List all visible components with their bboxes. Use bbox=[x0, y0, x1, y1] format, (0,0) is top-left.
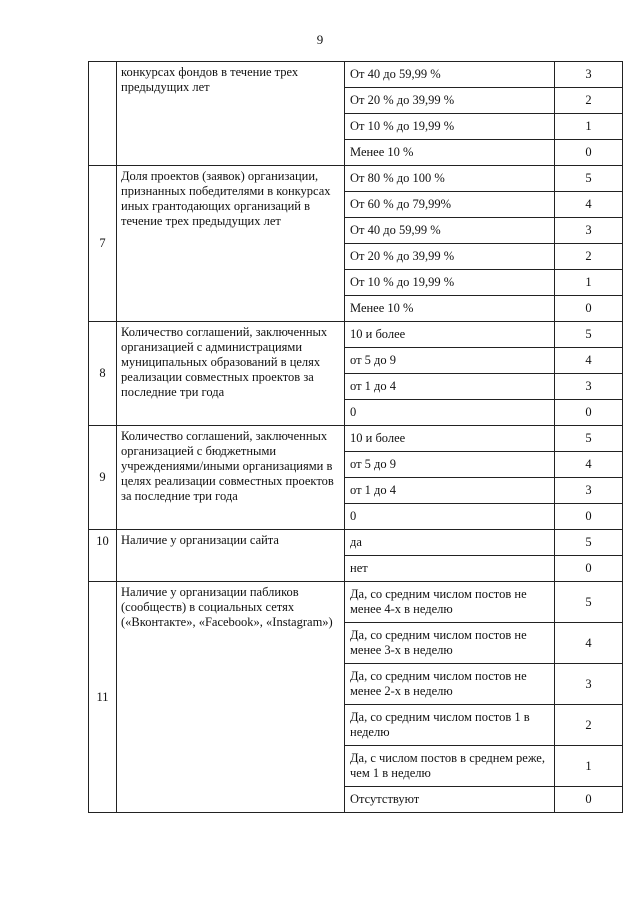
criterion-number: 8 bbox=[89, 322, 117, 426]
table-row bbox=[89, 62, 623, 88]
criterion-description: Наличие у организации сайта bbox=[117, 530, 345, 582]
criterion-description: Наличие у организации пабликов (сообществ) в социальных сетях («Вконтакте», «Facebook», «Instagram») bbox=[117, 582, 345, 813]
option-score: 1 bbox=[555, 114, 623, 140]
option-score: 1 bbox=[555, 270, 623, 296]
option-score: 5 bbox=[555, 426, 623, 452]
option-score: 0 bbox=[555, 400, 623, 426]
option-score: 3 bbox=[555, 664, 623, 705]
option-score: 5 bbox=[555, 582, 623, 623]
criterion-description: конкурсах фондов в течение трех предыдущих лет bbox=[117, 62, 345, 166]
option-score: 4 bbox=[555, 452, 623, 478]
option-score: 0 bbox=[555, 296, 623, 322]
option-score: 3 bbox=[555, 218, 623, 244]
criterion-option: Да, со средним числом постов не менее 4-х в неделю bbox=[345, 582, 555, 623]
option-score: 0 bbox=[555, 140, 623, 166]
criterion-option: От 10 % до 19,99 % bbox=[345, 114, 555, 140]
option-score: 4 bbox=[555, 348, 623, 374]
option-score: 2 bbox=[555, 88, 623, 114]
criterion-option: от 1 до 4 bbox=[345, 478, 555, 504]
criterion-option: Да, со средним числом постов не менее 3-х в неделю bbox=[345, 623, 555, 664]
option-score: 3 bbox=[555, 478, 623, 504]
criterion-option: От 60 % до 79,99% bbox=[345, 192, 555, 218]
criterion-option: От 20 % до 39,99 % bbox=[345, 88, 555, 114]
criterion-option: Да, со средним числом постов не менее 2-х в неделю bbox=[345, 664, 555, 705]
table-row bbox=[89, 426, 623, 452]
criterion-option: От 40 до 59,99 % bbox=[345, 218, 555, 244]
criterion-number: 9 bbox=[89, 426, 117, 530]
option-score: 3 bbox=[555, 374, 623, 400]
option-score: 1 bbox=[555, 746, 623, 787]
criterion-option: От 40 до 59,99 % bbox=[345, 62, 555, 88]
criterion-number: 10 bbox=[89, 530, 117, 582]
criterion-option: 10 и более bbox=[345, 426, 555, 452]
table-row bbox=[89, 582, 623, 623]
criterion-option: Да, с числом постов в среднем реже, чем 1 в неделю bbox=[345, 746, 555, 787]
option-score: 0 bbox=[555, 556, 623, 582]
option-score: 2 bbox=[555, 705, 623, 746]
page-number: 9 bbox=[316, 32, 324, 47]
criterion-option: Да, со средним числом постов 1 в неделю bbox=[345, 705, 555, 746]
criterion-description: Количество соглашений, заключенных организацией с администрациями муниципальных образований в целях реализации совместных проектов за последние три года bbox=[117, 322, 345, 426]
criterion-option: От 80 % до 100 % bbox=[345, 166, 555, 192]
criterion-number bbox=[89, 62, 117, 166]
criterion-option: 0 bbox=[345, 504, 555, 530]
criterion-option: нет bbox=[345, 556, 555, 582]
criterion-option: От 20 % до 39,99 % bbox=[345, 244, 555, 270]
criterion-option: Менее 10 % bbox=[345, 140, 555, 166]
option-score: 4 bbox=[555, 192, 623, 218]
criterion-option: Менее 10 % bbox=[345, 296, 555, 322]
criterion-option: от 1 до 4 bbox=[345, 374, 555, 400]
criterion-description: Количество соглашений, заключенных организацией с бюджетными учреждениями/иными организациями в целях реализации совместных проектов за последние три года bbox=[117, 426, 345, 530]
criteria-table bbox=[88, 61, 623, 813]
option-score: 3 bbox=[555, 62, 623, 88]
criterion-option: от 5 до 9 bbox=[345, 348, 555, 374]
option-score: 5 bbox=[555, 322, 623, 348]
criterion-number: 11 bbox=[89, 582, 117, 813]
criterion-option: Отсутствуют bbox=[345, 787, 555, 813]
criterion-option: 10 и более bbox=[345, 322, 555, 348]
criterion-option: От 10 % до 19,99 % bbox=[345, 270, 555, 296]
option-score: 5 bbox=[555, 530, 623, 556]
criterion-option: да bbox=[345, 530, 555, 556]
criterion-description: Доля проектов (заявок) организации, признанных победителями в конкурсах иных грантодающих организаций в течение трех предыдущих лет bbox=[117, 166, 345, 322]
criterion-option: от 5 до 9 bbox=[345, 452, 555, 478]
option-score: 5 bbox=[555, 166, 623, 192]
table-row bbox=[89, 166, 623, 192]
table-row bbox=[89, 322, 623, 348]
option-score: 2 bbox=[555, 244, 623, 270]
table-row bbox=[89, 530, 623, 556]
criterion-number: 7 bbox=[89, 166, 117, 322]
option-score: 0 bbox=[555, 504, 623, 530]
option-score: 0 bbox=[555, 787, 623, 813]
option-score: 4 bbox=[555, 623, 623, 664]
criterion-option: 0 bbox=[345, 400, 555, 426]
